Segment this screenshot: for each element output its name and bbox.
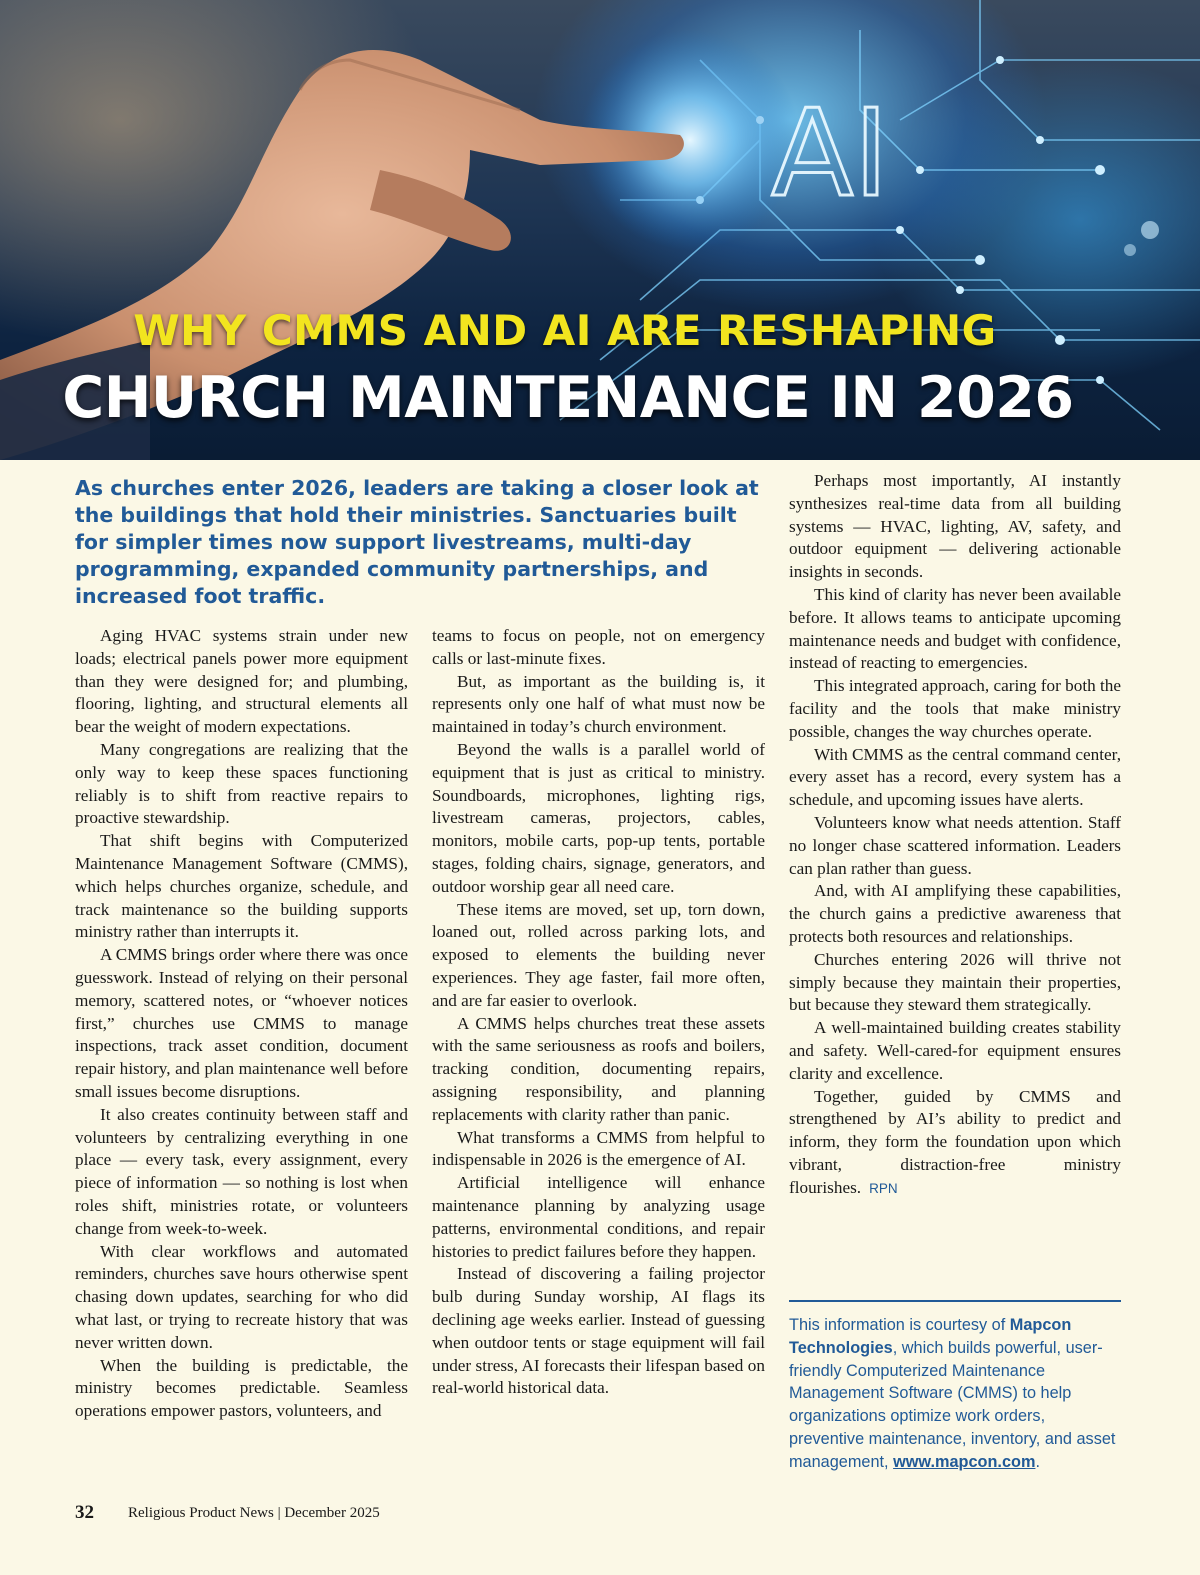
courtesy-lead: This information is courtesy of (789, 1316, 1006, 1334)
body-paragraph-continued: teams to focus on people, not on emergency calls or last-minute fixes. (432, 626, 765, 668)
body-paragraph: Artificial intelligence will enhance maintenance planning by analyzing usage patterns, environmental conditions, and repair histories to predict failures before they happen. (432, 1173, 765, 1261)
end-mark: RPN (869, 1180, 898, 1196)
body-paragraph: That shift begins with Computerized Maintenance Management Software (CMMS), which helps churches organize, schedule, and track maintenance so the building supports ministry rather than interrupts it. (75, 831, 408, 942)
body-paragraph: This integrated approach, caring for both the facility and the tools that make ministry possible, changes the way churches operate. (789, 676, 1121, 741)
body-paragraph: Instead of discovering a failing projector bulb during Sunday worship, AI flags its declining age weeks earlier. Instead of guessing when outdoor tents or stage equipment will fail under stress, AI forecasts their lifespan based on real-world historical data. (432, 1264, 765, 1398)
body-paragraph: With CMMS as the central command center, every asset has a record, every system has a schedule, and upcoming issues have alerts. (789, 744, 1121, 810)
courtesy-body: , which builds powerful, user-friendly Computerized Maintenance Management Software (CMMS) to help organizations optimize work orders, preventive maintenance, inventory, and asset management, (789, 1338, 1116, 1471)
body-paragraph: Churches entering 2026 will thrive not simply because they maintain their properties, but because they steward them strategically. (789, 949, 1121, 1015)
hero-image (0, 0, 1200, 460)
body-paragraph: Volunteers know what needs attention. Staff no longer chase scattered information. Leaders can plan rather than guess. (789, 812, 1121, 878)
body-paragraph: A CMMS brings order where there was once guesswork. Instead of relying on their personal memory, scattered notes, or “whoever notices first,” churches use CMMS to manage inspections, track asset condition, document repair history, and plan maintenance well before small issues become disruptions. (75, 945, 408, 1101)
final-paragraph-text: Together, guided by CMMS and strengthened by AI’s ability to predict and inform, they form the foundation upon which vibrant, distraction-free ministry flourishes. (789, 1086, 1121, 1197)
headline-kicker: WHY CMMS AND AI ARE RESHAPING (133, 306, 997, 355)
body-paragraph: With clear workflows and automated reminders, churches save hours otherwise spent chasing down updates, searching for who did what last, or trying to recreate history that was never written down. (75, 1241, 408, 1352)
body-paragraph: This kind of clarity has never been available before. It allows teams to anticipate upcoming maintenance needs and budget with confidence, instead of reacting to emergencies. (789, 584, 1121, 673)
article-column-2 (432, 625, 765, 1400)
body-paragraph: Perhaps most importantly, AI instantly synthesizes real-time data from all building systems — HVAC, lighting, AV, safety, and outdoor equipment — delivering actionable insights in seconds. (789, 471, 1121, 582)
body-paragraph: But, as important as the building is, it represents only one half of what must now be maintained in today’s church environment. (432, 671, 765, 737)
article-deck: As churches enter 2026, leaders are taking a closer look at the buildings that hold their ministries. Sanctuaries built for simpler times now support livestreams, multi-day programming, expanded community partnerships, and increased foot traffic. (75, 476, 759, 608)
body-paragraph: A CMMS helps churches treat these assets with the same seriousness as roofs and boilers, tracking condition, documenting repairs, assigning responsibility, and planning replacements with clarity rather than panic. (432, 1013, 765, 1124)
article-column-3 (789, 470, 1121, 1201)
courtesy-company: Mapcon Technologies (789, 1316, 1072, 1357)
article-column-1 (75, 625, 408, 1423)
body-paragraph: What transforms a CMMS from helpful to indispensable in 2026 is the emergence of AI. (432, 1127, 765, 1170)
body-paragraph: A well-maintained building creates stability and safety. Well-cared-for equipment ensures clarity and excellence. (789, 1018, 1121, 1083)
body-paragraph: Many congregations are realizing that the only way to keep these spaces functioning reliably is to shift from reactive repairs to proactive stewardship. (75, 739, 408, 828)
courtesy-divider (789, 1300, 1121, 1302)
courtesy-box (789, 1314, 1121, 1474)
body-paragraph: When the building is predictable, the ministry becomes predictable. Seamless operations empower pastors, volunteers, and (75, 1355, 408, 1421)
body-paragraph: Aging HVAC systems strain under new loads; electrical panels power more equipment than they were designed for; and plumbing, flooring, lighting, and structural elements all bear the weight of modern expectations. (75, 626, 408, 737)
publication-line: Religious Product News | December 2025 (128, 1505, 380, 1521)
body-paragraph: It also creates continuity between staff and volunteers by centralizing everything in one place — every task, every assignment, every piece of information — so nothing is lost when roles shift, ministries rotate, or volunteers change from week-to-week. (75, 1104, 408, 1238)
body-paragraph: Beyond the walls is a parallel world of equipment that is just as critical to ministry. Soundboards, microphones, lighting rigs, livestream cameras, projectors, cables, monitors, mobile carts, pop-up tents, portable stages, folding chairs, signage, generators, and outdoor worship gear all need care. (432, 739, 765, 896)
courtesy-end: . (1035, 1452, 1040, 1471)
page-number: 32 (75, 1502, 94, 1523)
ai-glyph: AI (771, 85, 889, 224)
headline-title: CHURCH MAINTENANCE IN 2026 (62, 365, 1074, 431)
body-paragraph-final (789, 1086, 1121, 1201)
body-paragraph: These items are moved, set up, torn down, loaned out, rolled across parking lots, and exposed to elements the building never experiences. They age faster, fail more often, and are far easier to overlook. (432, 899, 765, 1010)
body-paragraph: And, with AI amplifying these capabilities, the church gains a predictive awareness that protects both resources and relationships. (789, 881, 1121, 946)
mapcon-link[interactable]: www.mapcon.com (893, 1452, 1036, 1471)
